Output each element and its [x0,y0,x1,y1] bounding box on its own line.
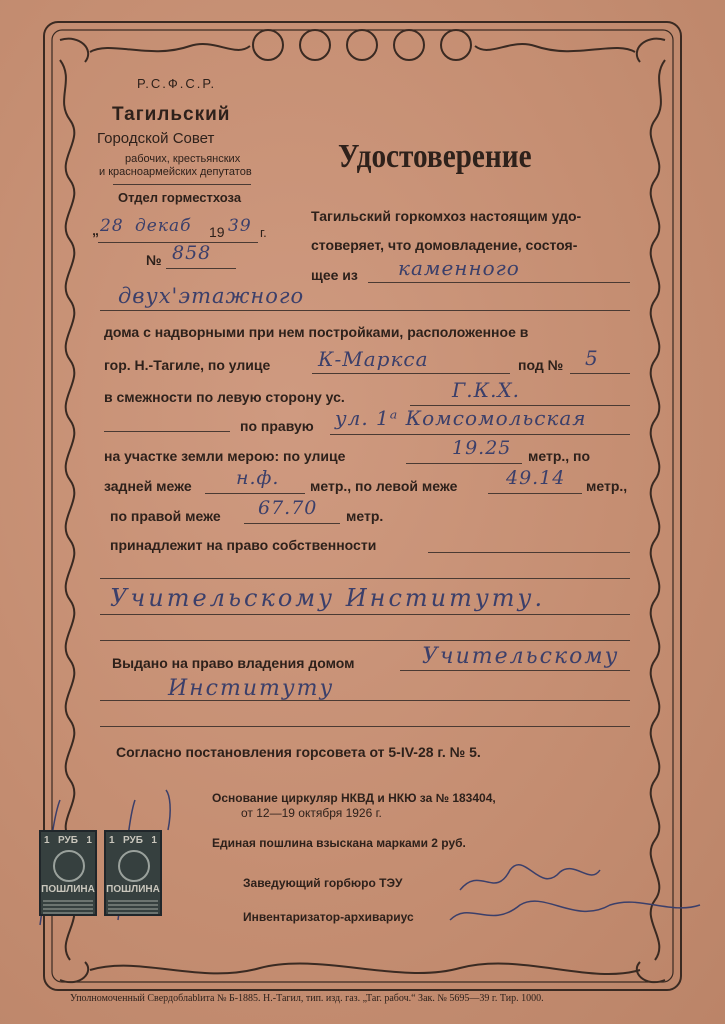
street-length: 19.25 [452,437,512,459]
emblem-icon [53,850,85,882]
right-length: 67.70 [258,497,318,519]
date-year-written: 39 [228,216,252,236]
number-value: 858 [172,242,212,264]
body-line1: Тагильский горкомхоз настоящим удо- [311,208,582,224]
body-line9c: метр., [586,478,628,494]
street-line [312,373,510,374]
body-line6: в смежности по левую сторону ус. [104,389,345,405]
stamp-pattern [43,898,93,914]
stamp-denom: 1 [109,835,115,846]
blank-line-a [104,431,230,432]
street-name: К-Маркса [318,347,429,371]
body-line5b: под № [518,357,564,373]
date-suffix: г. [260,225,267,240]
council-title: Городской Совет [97,130,215,147]
house-number: 5 [585,346,599,370]
body-line3: щее из [311,267,358,283]
stamp-label: ПОШЛИНА [106,884,160,895]
stamp-pattern [108,898,158,914]
fee-text: Единая пошлина взыскана марками 2 руб. [212,836,466,850]
stamp-denom-right: 1 [151,835,157,846]
owner-line-c [100,640,630,641]
holder-1: Учительскому [422,644,620,669]
body-line10b: метр. [346,508,384,524]
body-line9b: метр., по левой меже [310,478,458,494]
stamp-denom-right: 1 [86,835,92,846]
back-length-line [205,493,305,494]
number-line [166,268,236,269]
back-length: н.ф. [236,467,280,489]
ownership-line [428,552,630,553]
revenue-stamp-1 [39,830,97,916]
stamp-denom: 1 [44,835,50,846]
right-length-line [244,523,340,524]
holder-line2 [100,700,630,701]
left-length-line [488,493,582,494]
body-line9a: задней меже [104,478,192,494]
printer-imprint: Уполномоченный Свердоблаblита № Б-1885. Н.-Тагил, тип. изд. газ. „Таг. рабоч.“ Зак. № 5695—39 г. Тир. 1000. [70,993,544,1004]
body-line8b: метр., по [528,448,591,464]
left-length: 49.14 [506,467,566,489]
council-sub1: рабочих, крестьянских [125,153,241,165]
basis-line1: Основание циркуляр НКВД и НКЮ за № 183404, [212,791,496,805]
stamp-unit: РУБ [123,835,143,846]
material-1: каменного [398,256,520,280]
head-label: Заведующий горбюро ТЭУ [243,876,403,890]
holder-2: Институту [168,676,335,701]
body-line11: принадлежит на право собственности [110,537,377,553]
body-line12: Выдано на право владения домом [112,655,355,671]
right-neighbor-line [330,434,630,435]
house-line [570,373,630,374]
left-neighbor: Г.К.Х. [452,378,521,402]
right-neighbor: ул. 1ᵃ Комсомольская [335,406,587,430]
document-title: Удостоверение [338,138,532,175]
number-label: № [146,252,162,268]
owner-line-b [100,614,630,615]
basis-line2: от 12—19 октября 1926 г. [241,806,382,820]
material-2: двух'этажного [118,284,305,308]
department-label: Отдел горместхоза [118,190,242,205]
council-name: Тагильский [112,104,231,125]
owner-line-a [100,578,630,579]
body-line4: дома с надворными при нем постройками, расположенное в [104,324,529,340]
date-month: декаб [135,216,192,236]
holder-line3 [100,726,630,727]
stamp-label: ПОШЛИНА [41,884,95,895]
date-prefix: „ [92,222,99,238]
revenue-stamp-2 [104,830,162,916]
emblem-icon [118,850,150,882]
header-divider [113,184,251,185]
body-line5a: гор. Н.-Тагиле, по улице [104,357,271,373]
material-line2 [100,310,630,311]
body-line2: стоверяет, что домовладение, состоя- [311,237,578,253]
street-length-line [406,463,522,464]
body-line8a: на участке земли мерою: по улице [104,448,346,464]
holder-line1 [400,670,630,671]
republic-label: Р.С.Ф.С.Р. [137,76,217,91]
body-line10a: по правой меже [110,508,221,524]
material-line1 [368,282,630,283]
council-sub2: и красноармейских депутатов [99,166,252,178]
owner-name: Учительскому Институту. [110,584,546,612]
stamp-unit: РУБ [58,835,78,846]
date-day: 28 [100,216,124,236]
body-line7: по правую [240,418,314,434]
archivist-label: Инвентаризатор-архивариус [243,910,414,924]
resolution-text: Согласно постановления горсовета от 5-IV-28 г. № 5. [116,744,481,760]
date-year-printed: 19 [209,224,225,240]
